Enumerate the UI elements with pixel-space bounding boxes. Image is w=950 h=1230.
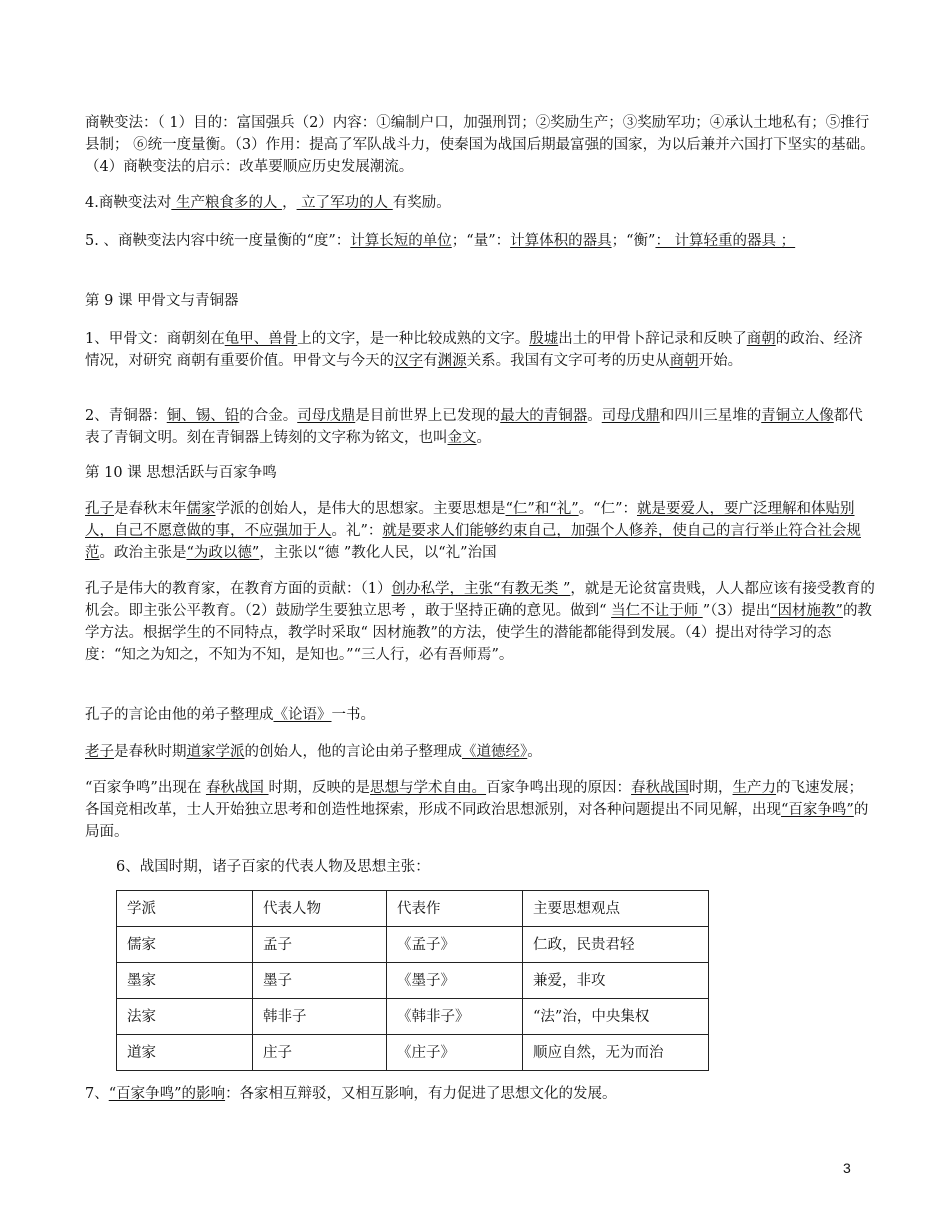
underlined-answer: “因材施教” [770,603,843,619]
text-span: ，就是无论贫富贵贱，人人都应该有接受教育的机会。即主张公平教育。（2）鼓励学生要独立思考 ，敢于坚持正确的意见。做到“ [85,581,875,619]
underlined-answer: 青铜立人像 [761,408,834,424]
text-span: 商鞅变法：（ 1）目的：富国强兵（2）内容：①编制户口，加强刑罚；②奖励生产；③奖励军功；④承认土地私有；⑤推行县制； ⑥统一度量衡。（3）作用：提高了军队战斗力，使秦国为战国后期最富强的国家，为以后兼并六国打下坚实的基础。（4）商鞅变法的启示：改革要顺应历史发展潮流。 [85,115,875,175]
text-span: 时期，反映的是 [268,780,371,796]
text-span: 孔子的言论由他的弟子整理成 [85,707,274,723]
text-span: 时期， [689,780,733,796]
text-span: 。 [587,408,602,424]
text-span: 。政治主张是 [99,545,187,561]
underlined-answer: 立了军功的人 [296,195,393,211]
table-row [117,927,709,963]
paragraph-confucius-education [85,578,875,666]
paragraph-6: 6、战国时期，诸子百家的代表人物及思想主张： [116,859,430,875]
text-span: ”（3）提出 [702,603,771,619]
underlined-answer: 龟甲、兽骨 [224,331,298,347]
text-span: 是目前世界上已发现的 [355,408,501,424]
text-span: 。“仁”： [578,501,637,517]
underlined-answer: 思想与学术自由。 [370,780,487,796]
text-span: “百家争鸣”出现在 [85,780,206,796]
underlined-answer: 儒家 [186,501,216,517]
paragraph-5 [85,230,875,252]
text-span: 关系。我国有文字可考的历史从 [466,353,670,369]
text-span: 开始。 [698,353,743,369]
text-span: 的政治、经济情况，对研究 商朝有重要价值。甲骨文与今天的 [85,331,863,369]
table-cell: 庄子 [253,1035,387,1071]
table-cell: 仁政，民贵君轻 [523,927,709,963]
table-cell: 顺应自然，无为而治 [523,1035,709,1071]
underlined-answer: 就是要爱人，要广泛理解和体贴别人，自己不愿意做的事，不应强加于人 [85,501,855,539]
text-span: 孔子是伟大的教育家，在教育方面的贡献：（1） [85,581,392,597]
text-span: 是春秋末年 [114,501,187,517]
text-span: 2、青铜器： [85,408,167,424]
underlined-answer: 商朝 [746,331,776,347]
table-cell: 儒家 [117,927,253,963]
underlined-answer: 春秋战国 [205,780,269,796]
text-span: ， [282,195,297,211]
underlined-answer: 金文 [447,430,477,446]
table-header-cell: 主要思想观点 [523,891,709,927]
text-span: ；“衡” [611,233,656,249]
underlined-answer: 就是要求人们能够约束自己，加强个人修养，使自己的言行举止符合社会规范 [85,523,861,561]
text-span: 7、 [85,1086,109,1102]
underlined-answer: “百家争鸣”的影响 [108,1086,226,1102]
text-span: 的创始人，他的言论由弟子整理成 [244,744,462,760]
paragraph-bronze [85,405,875,449]
underlined-answer: 商朝 [669,353,699,369]
text-span: 有 [423,353,438,369]
table-row [117,1035,709,1071]
underlined-answer: 春秋战国 [631,780,690,796]
text-span: ，主张以“德 ”教化人民，以“礼”治国 [259,545,497,561]
paragraph-4 [85,192,875,214]
paragraph-oracle-bone [85,328,875,372]
paragraph-hundred-schools [85,777,875,843]
text-span: ；“量”： [451,233,511,249]
table-header-cell: 学派 [117,891,253,927]
underlined-answer: 道家学派 [186,744,245,760]
lesson-10-heading: 第 10 课 思想活跃与百家争鸣 [85,465,277,481]
text-span: 有奖励。 [392,195,451,211]
table-cell: 法家 [117,999,253,1035]
table-cell: “法”治，中央集权 [523,999,709,1035]
table-cell: 墨子 [253,963,387,999]
table-cell: 道家 [117,1035,253,1071]
underlined-answer: 最大的青铜器 [500,408,588,424]
underlined-answer: 计算体积的器具 [510,233,612,249]
underlined-answer: 老子 [85,744,114,760]
text-span: 1、甲骨文：商朝刻在 [85,331,225,347]
table-cell: 《韩非子》 [387,999,523,1035]
underlined-answer: “为政以德” [186,545,260,561]
text-span: 是春秋时期 [114,744,187,760]
underlined-answer: 汉字 [394,353,424,369]
table-cell: 兼爱，非攻 [523,963,709,999]
underlined-answer: 《论语》 [273,707,332,723]
underlined-answer: 殷墟 [529,331,559,347]
text-span: 的合金。 [239,408,298,424]
underlined-answer: “百家争鸣” [781,802,854,818]
text-span: 4.商鞅变法对 [85,195,172,211]
text-span: 都代表了青铜文明。刻在青铜器上铸刻的文字称为铭文，也叫 [85,408,863,446]
table-cell: 《墨子》 [387,963,523,999]
table-row [117,999,709,1035]
table-cell: 孟子 [253,927,387,963]
underlined-answer: 司母戊鼎 [601,408,660,424]
text-span: 百家争鸣出现的原因： [486,780,632,796]
lesson-9-heading: 第 9 课 甲骨文与青铜器 [85,293,239,309]
page-number: 3 [843,1160,851,1176]
underlined-answer: 生产粮食多的人 [171,195,283,211]
text-span: 学派的创始人，是伟大的思想家。主要思想是 [215,501,506,517]
table-cell: 墨家 [117,963,253,999]
paragraph-shangyang-reform [85,112,875,178]
text-span: 一书。 [331,707,375,723]
table-header-row [117,891,709,927]
paragraph-analects [85,704,875,726]
table-header-cell: 代表作 [387,891,523,927]
schools-table [116,890,709,1071]
table-cell: 韩非子 [253,999,387,1035]
text-span: 。 [476,430,491,446]
text-span: 的教学方法。根据学生的不同特点，教学时采取“ 因材施教”的方法，使学生的潜能都能得到发展。（4）提出对待学习的态度：“知之为知之，不知为不知，是知也。”“三人行，必有吾师焉”。 [85,603,872,663]
paragraph-7 [85,1083,875,1105]
underlined-answer: 司母戊鼎 [297,408,356,424]
paragraph-confucius-thought [85,498,875,564]
paragraph-laozi [85,741,875,763]
table-row [117,963,709,999]
underlined-answer: 渊源 [437,353,467,369]
table-header-cell: 代表人物 [253,891,387,927]
text-span: 出土的甲骨卜辞记录和反映了 [558,331,747,347]
underlined-answer: 《道德经》 [462,744,528,760]
table-cell: 《孟子》 [387,927,523,963]
underlined-answer: “仁”和“礼” [505,501,579,517]
underlined-answer: 生产力 [732,780,777,796]
underlined-answer: 计算长短的单位 [350,233,452,249]
text-span: 。礼”： [331,523,383,539]
underlined-answer: 创办私学，主张“有教无类 ” [391,581,571,597]
table-cell: 《庄子》 [387,1035,523,1071]
underlined-answer: 孔子 [85,501,114,517]
underlined-answer: 铜、锡、铅 [166,408,240,424]
text-span: 。 [527,744,542,760]
underlined-answer: ： 计算轻重的器具 ； [655,233,796,249]
text-span: 和四川三星堆的 [659,408,762,424]
underlined-answer: 当仁不让于师 [611,603,703,619]
text-span: 的局面。 [85,802,869,840]
text-span: ：各家相互辩驳，又相互影响，有力促进了思想文化的发展。 [225,1086,617,1102]
text-span: 上的文字，是一种比较成熟的文字。 [297,331,530,347]
text-span: 的飞速发展；各国竞相改革，士人开始独立思考和创造性地探索，形成不同政治思想派别，对各种问题提出不同见解，出现 [85,780,864,818]
text-span: 5. 、商鞅变法内容中统一度量衡的“度”： [85,233,351,249]
